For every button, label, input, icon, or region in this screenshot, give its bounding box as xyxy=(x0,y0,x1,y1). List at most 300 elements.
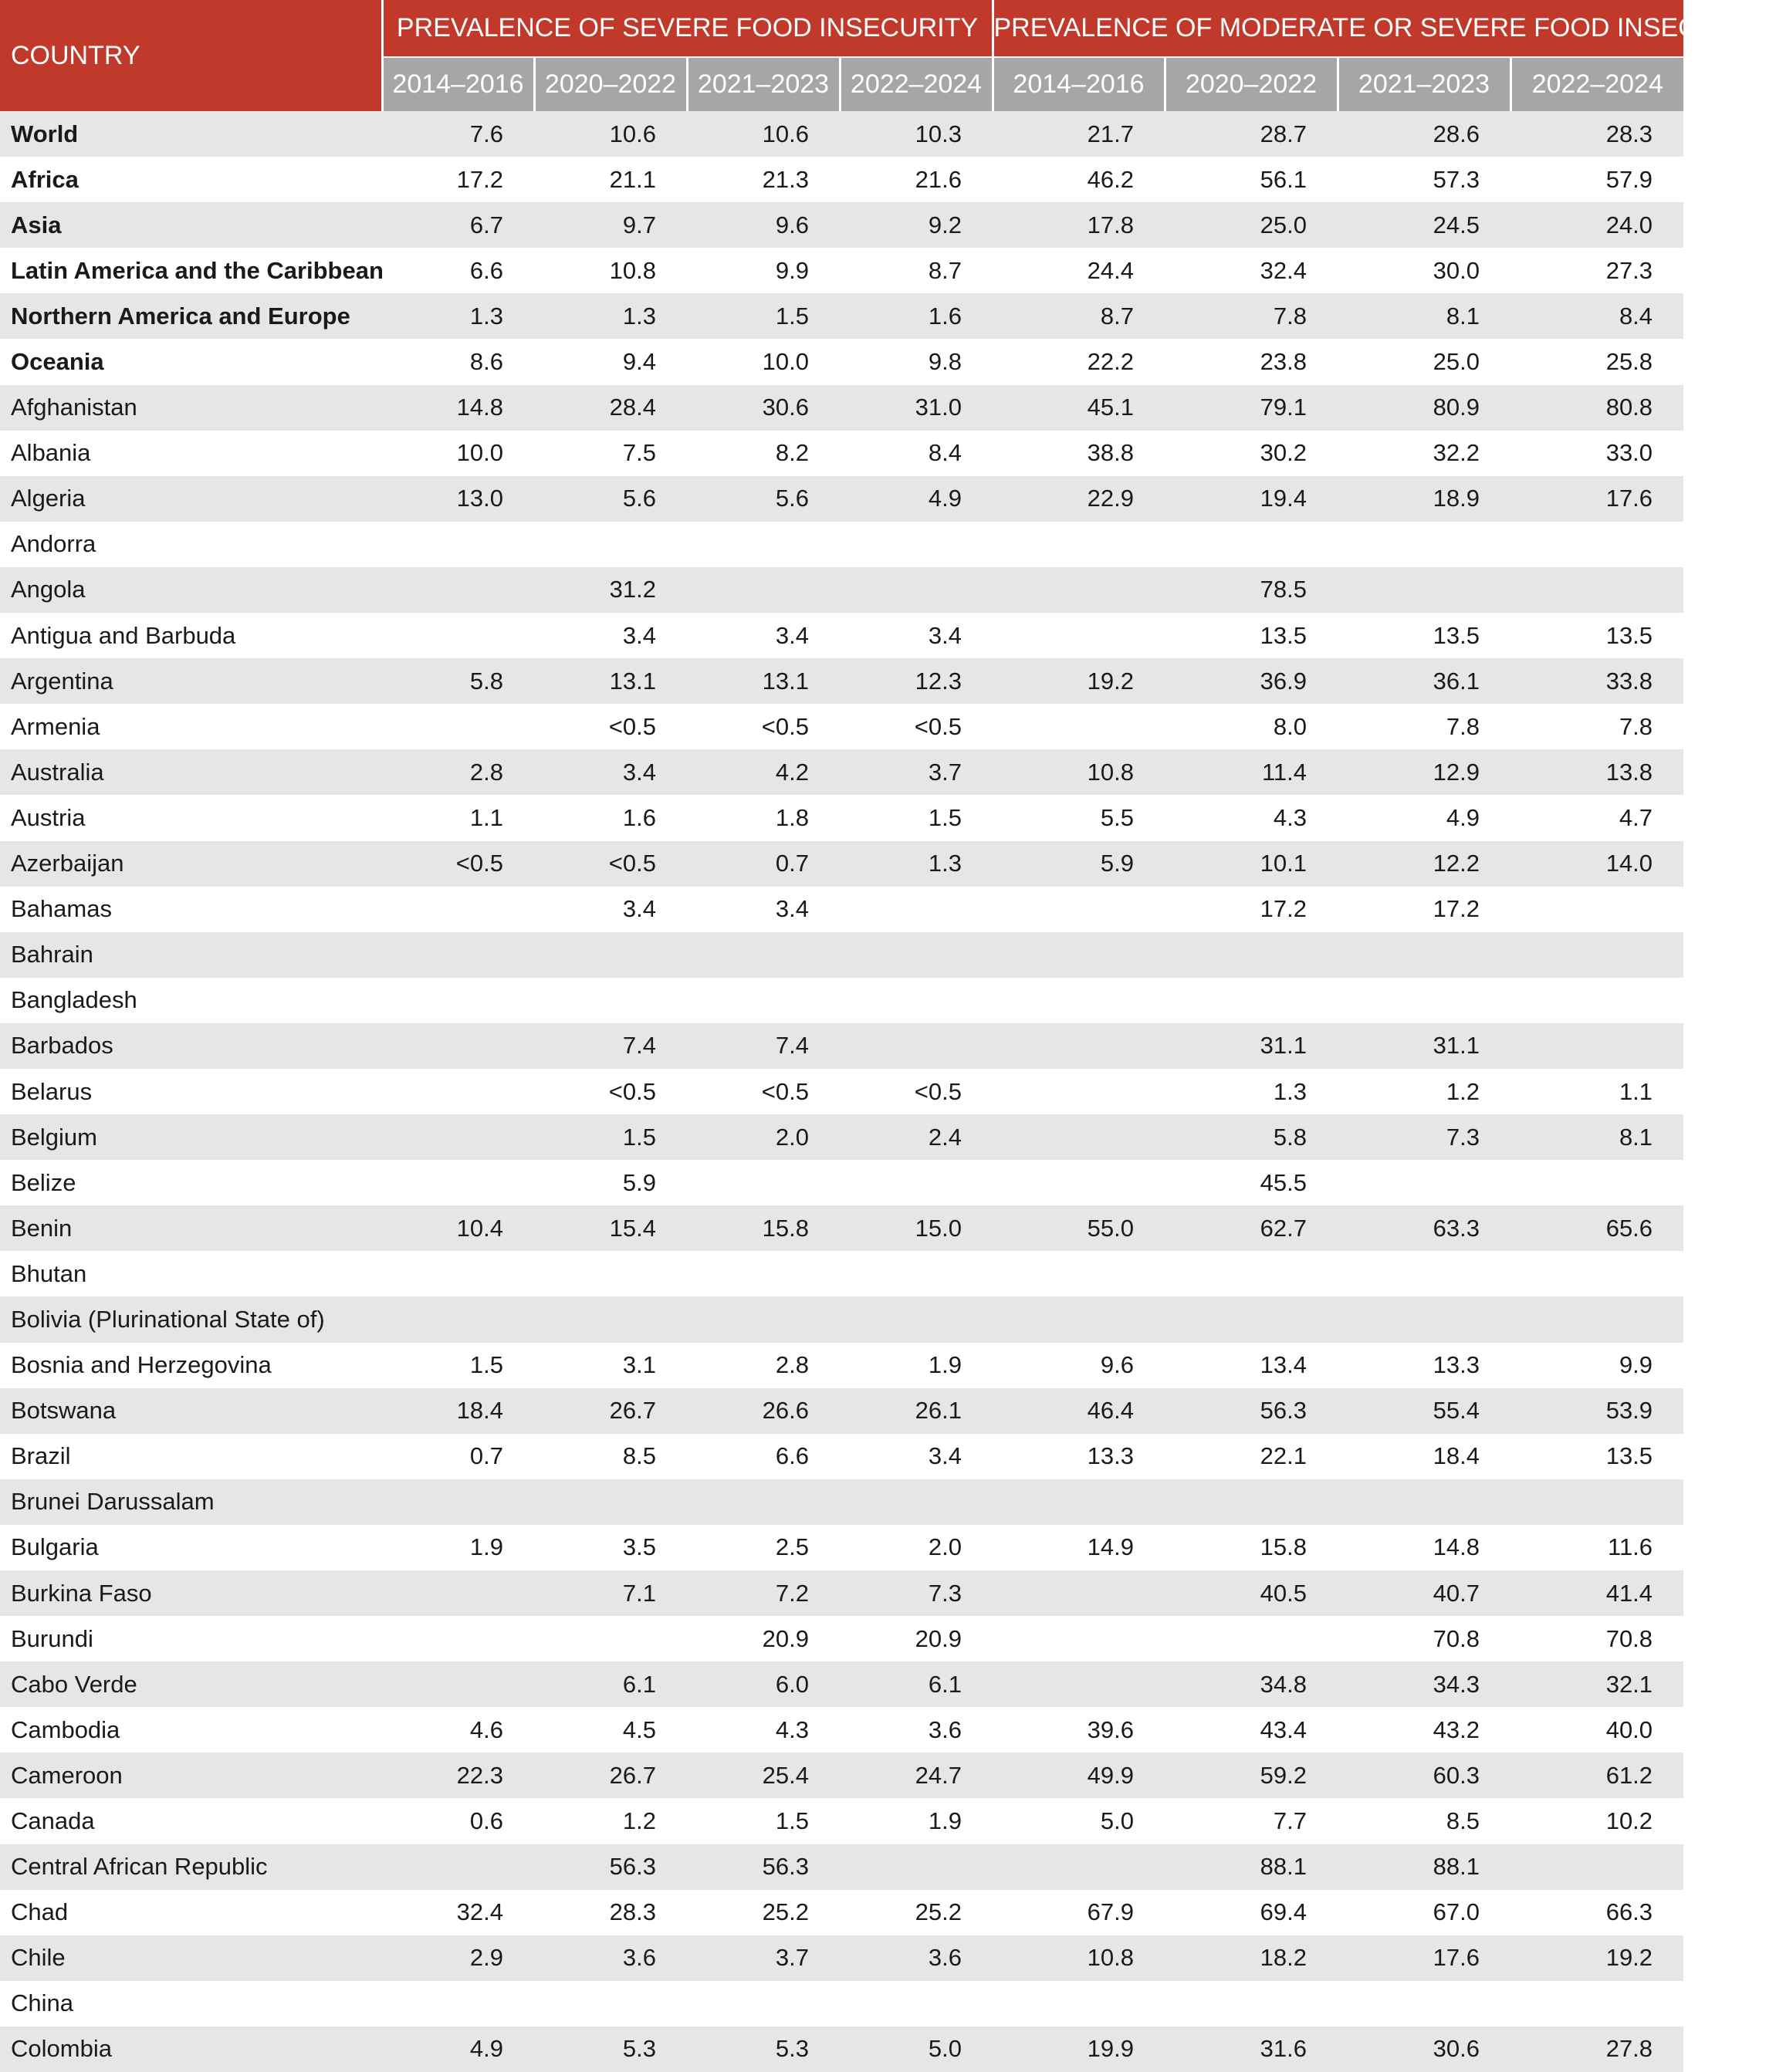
country-name-cell: Brunei Darussalam xyxy=(0,1479,382,1525)
severe-value-cell xyxy=(382,1023,534,1069)
moderate-value-cell: 70.8 xyxy=(1338,1616,1510,1661)
moderate-value-cell: 57.3 xyxy=(1338,157,1510,202)
country-name-cell: Cambodia xyxy=(0,1707,382,1753)
severe-value-cell: 17.2 xyxy=(382,157,534,202)
country-name-cell: Bangladesh xyxy=(0,978,382,1023)
country-name-cell: Antigua and Barbuda xyxy=(0,613,382,658)
table-row xyxy=(0,1114,1683,1160)
severe-value-cell xyxy=(840,1023,993,1069)
severe-value-cell xyxy=(382,978,534,1023)
severe-value-cell: 7.3 xyxy=(840,1570,993,1616)
moderate-value-cell: 28.3 xyxy=(1510,111,1683,157)
moderate-value-cell: 38.8 xyxy=(993,431,1165,476)
severe-value-cell: 8.6 xyxy=(382,339,534,384)
severe-value-cell: 4.9 xyxy=(382,2026,534,2072)
severe-value-cell: 21.3 xyxy=(687,157,840,202)
moderate-value-cell: 10.1 xyxy=(1165,841,1338,887)
moderate-value-cell xyxy=(993,1251,1165,1296)
severe-value-cell: 28.3 xyxy=(534,1890,687,1935)
moderate-value-cell: 24.5 xyxy=(1338,202,1510,248)
moderate-value-cell: 59.2 xyxy=(1165,1753,1338,1798)
country-name-cell: Albania xyxy=(0,431,382,476)
table-row xyxy=(0,1661,1683,1707)
moderate-value-cell: 63.3 xyxy=(1338,1205,1510,1251)
severe-value-cell: 1.1 xyxy=(382,795,534,840)
moderate-value-cell xyxy=(993,1160,1165,1205)
moderate-value-cell: 69.4 xyxy=(1165,1890,1338,1935)
moderate-value-cell: 5.0 xyxy=(993,1798,1165,1844)
moderate-value-cell xyxy=(1510,887,1683,932)
severe-value-cell: 4.9 xyxy=(840,476,993,522)
moderate-value-cell: 88.1 xyxy=(1165,1844,1338,1890)
severe-value-cell: 25.2 xyxy=(687,1890,840,1935)
country-name-cell: Colombia xyxy=(0,2026,382,2072)
moderate-value-cell xyxy=(1338,978,1510,1023)
severe-group-header: PREVALENCE OF SEVERE FOOD INSECURITY xyxy=(382,0,993,57)
moderate-value-cell: 12.9 xyxy=(1338,749,1510,795)
moderate-value-cell: 32.1 xyxy=(1510,1661,1683,1707)
severe-value-cell: 2.0 xyxy=(687,1114,840,1160)
moderate-value-cell: 18.2 xyxy=(1165,1935,1338,1981)
severe-value-cell: 1.5 xyxy=(687,293,840,339)
severe-value-cell: 6.0 xyxy=(687,1661,840,1707)
severe-value-cell xyxy=(382,1296,534,1342)
moderate-value-cell xyxy=(1338,522,1510,567)
severe-value-cell: <0.5 xyxy=(534,704,687,749)
table-row xyxy=(0,1479,1683,1525)
severe-value-cell: 30.6 xyxy=(687,385,840,431)
severe-value-cell: 7.5 xyxy=(534,431,687,476)
severe-value-cell xyxy=(534,1251,687,1296)
moderate-value-cell: 28.7 xyxy=(1165,111,1338,157)
severe-value-cell xyxy=(840,1479,993,1525)
severe-value-cell: 3.4 xyxy=(687,613,840,658)
moderate-value-cell: 11.4 xyxy=(1165,749,1338,795)
severe-value-cell xyxy=(840,1844,993,1890)
severe-value-cell xyxy=(382,1160,534,1205)
severe-value-cell xyxy=(382,887,534,932)
country-name-cell: Argentina xyxy=(0,658,382,704)
severe-value-cell: <0.5 xyxy=(687,704,840,749)
moderate-value-cell xyxy=(993,1570,1165,1616)
moderate-value-cell xyxy=(993,1069,1165,1114)
severe-value-cell: 1.5 xyxy=(687,1798,840,1844)
table-row xyxy=(0,1753,1683,1798)
table-row xyxy=(0,1981,1683,2026)
severe-value-cell: 1.8 xyxy=(687,795,840,840)
moderate-value-cell: 56.1 xyxy=(1165,157,1338,202)
severe-value-cell: 2.5 xyxy=(687,1525,840,1570)
severe-value-cell xyxy=(382,1251,534,1296)
severe-value-cell: 2.9 xyxy=(382,1935,534,1981)
severe-value-cell: 8.7 xyxy=(840,248,993,293)
moderate-value-cell: 31.1 xyxy=(1338,1023,1510,1069)
moderate-value-cell: 17.6 xyxy=(1510,476,1683,522)
severe-value-cell: 15.4 xyxy=(534,1205,687,1251)
region-name-cell: World xyxy=(0,111,382,157)
moderate-value-cell: 67.0 xyxy=(1338,1890,1510,1935)
header-row-groups xyxy=(0,0,1683,57)
table-row xyxy=(0,1844,1683,1890)
severe-value-cell: 3.6 xyxy=(840,1935,993,1981)
country-name-cell: Canada xyxy=(0,1798,382,1844)
moderate-value-cell xyxy=(1165,1479,1338,1525)
moderate-value-cell xyxy=(1510,567,1683,613)
moderate-value-cell: 33.8 xyxy=(1510,658,1683,704)
severe-value-cell: 9.4 xyxy=(534,339,687,384)
country-name-cell: Austria xyxy=(0,795,382,840)
moderate-value-cell xyxy=(1338,567,1510,613)
severe-value-cell xyxy=(382,1616,534,1661)
severe-value-cell: 26.6 xyxy=(687,1388,840,1434)
moderate-value-cell xyxy=(1510,1251,1683,1296)
severe-value-cell: 2.8 xyxy=(382,749,534,795)
severe-value-cell: <0.5 xyxy=(687,1069,840,1114)
severe-value-cell: 5.6 xyxy=(687,476,840,522)
severe-value-cell: 15.8 xyxy=(687,1205,840,1251)
moderate-value-cell: 34.8 xyxy=(1165,1661,1338,1707)
severe-value-cell: 10.0 xyxy=(687,339,840,384)
moderate-value-cell xyxy=(1165,1251,1338,1296)
moderate-value-cell: 65.6 xyxy=(1510,1205,1683,1251)
moderate-value-cell: 55.0 xyxy=(993,1205,1165,1251)
moderate-group-header: PREVALENCE OF MODERATE OR SEVERE FOOD INSECURITY xyxy=(993,0,1683,57)
moderate-value-cell xyxy=(1338,1981,1510,2026)
moderate-value-cell: 31.6 xyxy=(1165,2026,1338,2072)
country-name-cell: Burundi xyxy=(0,1616,382,1661)
moderate-value-cell xyxy=(993,1981,1165,2026)
severe-value-cell: 3.4 xyxy=(534,887,687,932)
moderate-value-cell: 25.8 xyxy=(1510,339,1683,384)
country-name-cell: China xyxy=(0,1981,382,2026)
country-name-cell: Botswana xyxy=(0,1388,382,1434)
severe-value-cell: 4.3 xyxy=(687,1707,840,1753)
moderate-value-cell xyxy=(1510,1160,1683,1205)
country-name-cell: Cabo Verde xyxy=(0,1661,382,1707)
severe-value-cell xyxy=(382,1570,534,1616)
moderate-value-cell: 14.0 xyxy=(1510,841,1683,887)
severe-value-cell xyxy=(534,1296,687,1342)
severe-value-cell: 1.9 xyxy=(382,1525,534,1570)
severe-value-cell: 3.7 xyxy=(840,749,993,795)
moderate-value-cell: 80.9 xyxy=(1338,385,1510,431)
severe-value-cell xyxy=(382,1479,534,1525)
country-name-cell: Australia xyxy=(0,749,382,795)
severe-value-cell: 1.3 xyxy=(840,841,993,887)
moderate-value-cell: 10.8 xyxy=(993,749,1165,795)
moderate-value-cell xyxy=(993,887,1165,932)
moderate-value-cell: 25.0 xyxy=(1165,202,1338,248)
table-row xyxy=(0,476,1683,522)
severe-value-cell xyxy=(840,978,993,1023)
moderate-value-cell: 66.3 xyxy=(1510,1890,1683,1935)
severe-value-cell: 7.4 xyxy=(534,1023,687,1069)
country-column-header: COUNTRY xyxy=(0,0,382,111)
severe-value-cell: 5.3 xyxy=(534,2026,687,2072)
moderate-value-cell: 7.3 xyxy=(1338,1114,1510,1160)
severe-value-cell: 9.9 xyxy=(687,248,840,293)
severe-value-cell: 1.6 xyxy=(534,795,687,840)
severe-value-cell: 9.8 xyxy=(840,339,993,384)
severe-value-cell: 6.6 xyxy=(382,248,534,293)
severe-value-cell: 56.3 xyxy=(687,1844,840,1890)
severe-value-cell: 0.7 xyxy=(687,841,840,887)
severe-value-cell xyxy=(534,1616,687,1661)
country-name-cell: Brazil xyxy=(0,1434,382,1479)
severe-value-cell: 13.1 xyxy=(534,658,687,704)
severe-value-cell: 0.6 xyxy=(382,1798,534,1844)
table-row xyxy=(0,978,1683,1023)
severe-value-cell: 31.2 xyxy=(534,567,687,613)
country-name-cell: Chad xyxy=(0,1890,382,1935)
moderate-value-cell: 22.1 xyxy=(1165,1434,1338,1479)
moderate-value-cell: 60.3 xyxy=(1338,1753,1510,1798)
moderate-value-cell xyxy=(1165,1296,1338,1342)
moderate-value-cell xyxy=(1165,932,1338,978)
severe-value-cell xyxy=(382,567,534,613)
severe-value-cell: 24.7 xyxy=(840,1753,993,1798)
severe-value-cell: 1.5 xyxy=(382,1343,534,1388)
moderate-value-cell xyxy=(1510,932,1683,978)
country-name-cell: Barbados xyxy=(0,1023,382,1069)
moderate-value-cell: 8.4 xyxy=(1510,293,1683,339)
severe-value-cell: <0.5 xyxy=(840,1069,993,1114)
table-row xyxy=(0,293,1683,339)
severe-value-cell: 13.1 xyxy=(687,658,840,704)
moderate-value-cell: 10.2 xyxy=(1510,1798,1683,1844)
table-row xyxy=(0,1935,1683,1981)
severe-value-cell: 1.5 xyxy=(534,1114,687,1160)
table-row xyxy=(0,1388,1683,1434)
country-name-cell: Belize xyxy=(0,1160,382,1205)
moderate-value-cell: 14.9 xyxy=(993,1525,1165,1570)
severe-value-cell xyxy=(840,932,993,978)
moderate-value-cell: 36.9 xyxy=(1165,658,1338,704)
moderate-value-cell: 8.0 xyxy=(1165,704,1338,749)
severe-value-cell xyxy=(382,932,534,978)
table-row xyxy=(0,887,1683,932)
severe-value-cell: <0.5 xyxy=(534,1069,687,1114)
moderate-value-cell xyxy=(993,613,1165,658)
severe-value-cell xyxy=(382,1114,534,1160)
table-row xyxy=(0,1069,1683,1114)
severe-value-cell xyxy=(687,1296,840,1342)
moderate-value-cell: 79.1 xyxy=(1165,385,1338,431)
severe-value-cell: 10.6 xyxy=(534,111,687,157)
moderate-value-cell: 56.3 xyxy=(1165,1388,1338,1434)
moderate-value-cell: 5.8 xyxy=(1165,1114,1338,1160)
moderate-value-cell: 40.7 xyxy=(1338,1570,1510,1616)
severe-value-cell: 7.1 xyxy=(534,1570,687,1616)
moderate-value-cell: 43.4 xyxy=(1165,1707,1338,1753)
moderate-value-cell: 40.0 xyxy=(1510,1707,1683,1753)
moderate-value-cell: 61.2 xyxy=(1510,1753,1683,1798)
severe-value-cell: 3.4 xyxy=(534,613,687,658)
moderate-value-cell xyxy=(993,1616,1165,1661)
moderate-value-cell: 46.2 xyxy=(993,157,1165,202)
table-row xyxy=(0,385,1683,431)
severe-value-cell xyxy=(534,522,687,567)
severe-value-cell: 5.9 xyxy=(534,1160,687,1205)
moderate-value-cell: 17.8 xyxy=(993,202,1165,248)
severe-value-cell xyxy=(840,1160,993,1205)
moderate-value-cell: 18.4 xyxy=(1338,1434,1510,1479)
table-body xyxy=(0,111,1683,2072)
moderate-value-cell: 19.9 xyxy=(993,2026,1165,2072)
moderate-value-cell xyxy=(1165,1616,1338,1661)
severe-value-cell: 10.4 xyxy=(382,1205,534,1251)
moderate-value-cell xyxy=(1165,1981,1338,2026)
severe-value-cell: 10.0 xyxy=(382,431,534,476)
moderate-value-cell: 55.4 xyxy=(1338,1388,1510,1434)
severe-value-cell: 25.2 xyxy=(840,1890,993,1935)
table-row xyxy=(0,248,1683,293)
table-row xyxy=(0,202,1683,248)
moderate-value-cell: 15.8 xyxy=(1165,1525,1338,1570)
severe-value-cell: 1.9 xyxy=(840,1343,993,1388)
table-row xyxy=(0,522,1683,567)
moderate-value-cell: 23.8 xyxy=(1165,339,1338,384)
severe-value-cell: 15.0 xyxy=(840,1205,993,1251)
severe-value-cell xyxy=(687,978,840,1023)
table-row xyxy=(0,1525,1683,1570)
table-row xyxy=(0,157,1683,202)
severe-value-cell xyxy=(687,1160,840,1205)
severe-value-cell xyxy=(687,567,840,613)
country-name-cell: Bulgaria xyxy=(0,1525,382,1570)
country-name-cell: Central African Republic xyxy=(0,1844,382,1890)
moderate-value-cell: 30.0 xyxy=(1338,248,1510,293)
table-row xyxy=(0,932,1683,978)
moderate-value-cell: 33.0 xyxy=(1510,431,1683,476)
severe-value-cell xyxy=(840,1251,993,1296)
moderate-value-cell xyxy=(1510,522,1683,567)
table-row xyxy=(0,1343,1683,1388)
severe-value-cell: 26.7 xyxy=(534,1753,687,1798)
severe-value-cell: 5.8 xyxy=(382,658,534,704)
severe-value-cell: 4.6 xyxy=(382,1707,534,1753)
severe-value-cell xyxy=(687,1981,840,2026)
moderate-value-cell xyxy=(1165,522,1338,567)
moderate-value-cell: 49.9 xyxy=(993,1753,1165,1798)
severe-value-cell xyxy=(840,1296,993,1342)
period-header: 2020–2022 xyxy=(1165,57,1338,111)
moderate-value-cell xyxy=(993,1114,1165,1160)
moderate-value-cell xyxy=(993,704,1165,749)
moderate-value-cell: 34.3 xyxy=(1338,1661,1510,1707)
severe-value-cell: 22.3 xyxy=(382,1753,534,1798)
moderate-value-cell: 80.8 xyxy=(1510,385,1683,431)
moderate-value-cell: 32.4 xyxy=(1165,248,1338,293)
severe-value-cell: 18.4 xyxy=(382,1388,534,1434)
moderate-value-cell: 8.1 xyxy=(1338,293,1510,339)
country-name-cell: Benin xyxy=(0,1205,382,1251)
moderate-value-cell: 46.4 xyxy=(993,1388,1165,1434)
severe-value-cell: 10.6 xyxy=(687,111,840,157)
moderate-value-cell: 13.5 xyxy=(1165,613,1338,658)
severe-value-cell xyxy=(534,1479,687,1525)
severe-value-cell: 26.7 xyxy=(534,1388,687,1434)
severe-value-cell: 20.9 xyxy=(840,1616,993,1661)
severe-value-cell: 10.3 xyxy=(840,111,993,157)
table-row xyxy=(0,1616,1683,1661)
severe-value-cell: 2.0 xyxy=(840,1525,993,1570)
severe-value-cell: 12.3 xyxy=(840,658,993,704)
moderate-value-cell xyxy=(993,567,1165,613)
moderate-value-cell xyxy=(993,1023,1165,1069)
severe-value-cell xyxy=(382,1844,534,1890)
moderate-value-cell xyxy=(993,932,1165,978)
severe-value-cell: 3.4 xyxy=(687,887,840,932)
moderate-value-cell: 45.1 xyxy=(993,385,1165,431)
severe-value-cell: 1.9 xyxy=(840,1798,993,1844)
table-row xyxy=(0,1251,1683,1296)
moderate-value-cell: 9.9 xyxy=(1510,1343,1683,1388)
moderate-value-cell: 5.9 xyxy=(993,841,1165,887)
moderate-value-cell: 39.6 xyxy=(993,1707,1165,1753)
moderate-value-cell: 18.9 xyxy=(1338,476,1510,522)
region-name-cell: Asia xyxy=(0,202,382,248)
moderate-value-cell: 13.5 xyxy=(1510,1434,1683,1479)
moderate-value-cell: 67.9 xyxy=(993,1890,1165,1935)
severe-value-cell xyxy=(687,932,840,978)
moderate-value-cell: 13.5 xyxy=(1338,613,1510,658)
severe-value-cell xyxy=(382,1069,534,1114)
severe-value-cell xyxy=(687,1479,840,1525)
moderate-value-cell: 1.2 xyxy=(1338,1069,1510,1114)
moderate-value-cell: 17.2 xyxy=(1165,887,1338,932)
severe-value-cell: 6.7 xyxy=(382,202,534,248)
region-name-cell: Oceania xyxy=(0,339,382,384)
moderate-value-cell: 19.4 xyxy=(1165,476,1338,522)
severe-value-cell: 7.4 xyxy=(687,1023,840,1069)
table-row xyxy=(0,749,1683,795)
moderate-value-cell: 24.4 xyxy=(993,248,1165,293)
moderate-value-cell xyxy=(1338,1479,1510,1525)
moderate-value-cell xyxy=(1338,1296,1510,1342)
country-name-cell: Bolivia (Plurinational State of) xyxy=(0,1296,382,1342)
moderate-value-cell: 27.3 xyxy=(1510,248,1683,293)
severe-value-cell xyxy=(382,1981,534,2026)
severe-value-cell: 3.7 xyxy=(687,1935,840,1981)
moderate-value-cell xyxy=(1510,1296,1683,1342)
table-row xyxy=(0,1434,1683,1479)
moderate-value-cell: 41.4 xyxy=(1510,1570,1683,1616)
moderate-value-cell: 27.8 xyxy=(1510,2026,1683,2072)
severe-value-cell: 28.4 xyxy=(534,385,687,431)
severe-value-cell xyxy=(382,522,534,567)
moderate-value-cell xyxy=(1510,1981,1683,2026)
moderate-value-cell: 24.0 xyxy=(1510,202,1683,248)
severe-value-cell: 7.6 xyxy=(382,111,534,157)
severe-value-cell: 26.1 xyxy=(840,1388,993,1434)
moderate-value-cell xyxy=(993,522,1165,567)
moderate-value-cell: 57.9 xyxy=(1510,157,1683,202)
table-row xyxy=(0,613,1683,658)
severe-value-cell xyxy=(534,1981,687,2026)
moderate-value-cell xyxy=(1338,1160,1510,1205)
country-name-cell: Andorra xyxy=(0,522,382,567)
moderate-value-cell: 22.9 xyxy=(993,476,1165,522)
moderate-value-cell: 30.2 xyxy=(1165,431,1338,476)
moderate-value-cell: 8.1 xyxy=(1510,1114,1683,1160)
severe-value-cell: 6.1 xyxy=(840,1661,993,1707)
severe-value-cell: 31.0 xyxy=(840,385,993,431)
severe-value-cell: 3.6 xyxy=(534,1935,687,1981)
severe-value-cell: 6.6 xyxy=(687,1434,840,1479)
table-row xyxy=(0,1798,1683,1844)
severe-value-cell: 5.3 xyxy=(687,2026,840,2072)
